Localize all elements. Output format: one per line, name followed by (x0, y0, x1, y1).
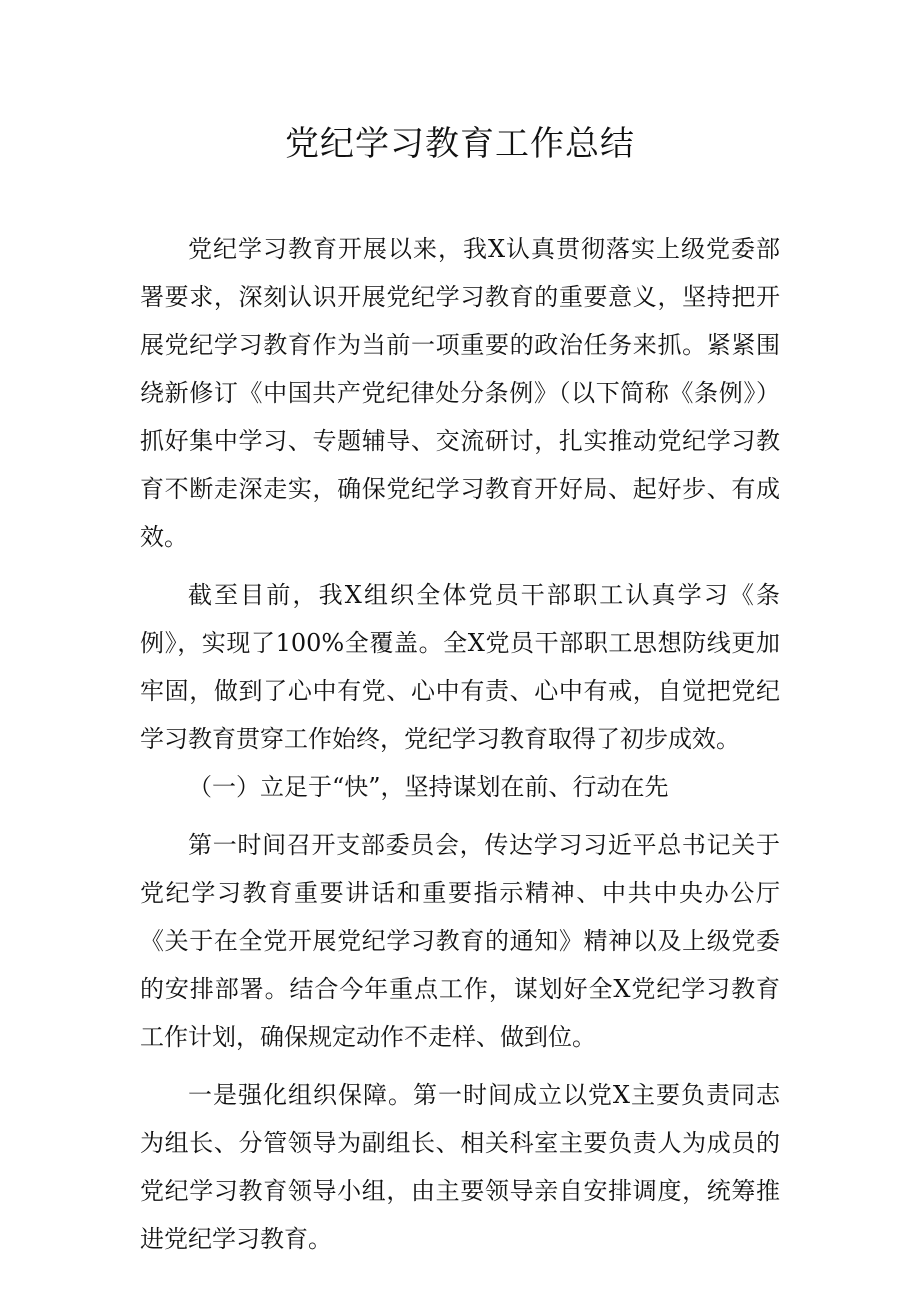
paragraph-progress: 截至目前，我X组织全体党员干部职工认真学习《条例》，实现了100%全覆盖。全X党员干部职工思想防线更加牢固，做到了心中有党、心中有责、心中有戒，自觉把党纪学习教育贯穿工作始终，党纪学习教育取得了初步成效。 (140, 581, 780, 753)
paragraph-intro: 党纪学习教育开展以来，我X认真贯彻落实上级党委部署要求，深刻认识开展党纪学习教育的重要意义，坚持把开展党纪学习教育作为当前一项重要的政治任务来抓。紧紧围绕新修订《中国共产党纪律处分条例》（以下简称《条例》）抓好集中学习、专题辅导、交流研讨，扎实推动党纪学习教育不断走深走实，确保党纪学习教育开好局、起好步、有成效。 (140, 235, 780, 551)
document-title: 党纪学习教育工作总结 (285, 124, 635, 164)
paragraph-section-1: 第一时间召开支部委员会，传达学习习近平总书记关于党纪学习教育重要讲话和重要指示精神、中共中央办公厅《关于在全党开展党纪学习教育的通知》精神以及上级党委的安排部署。结合今年重点工作，谋划好全X党纪学习教育工作计划，确保规定动作不走样、做到位。 (140, 831, 780, 1051)
paragraph-organization: 一是强化组织保障。第一时间成立以党X主要负责同志为组长、分管领导为副组长、相关科室主要负责人为成员的党纪学习教育领导小组，由主要领导亲自安排调度，统筹推进党纪学习教育。 (140, 1081, 780, 1253)
document-body (140, 225, 780, 1263)
section-heading-1: （一）立足于“快”，坚持谋划在前、行动在先 (188, 773, 669, 801)
